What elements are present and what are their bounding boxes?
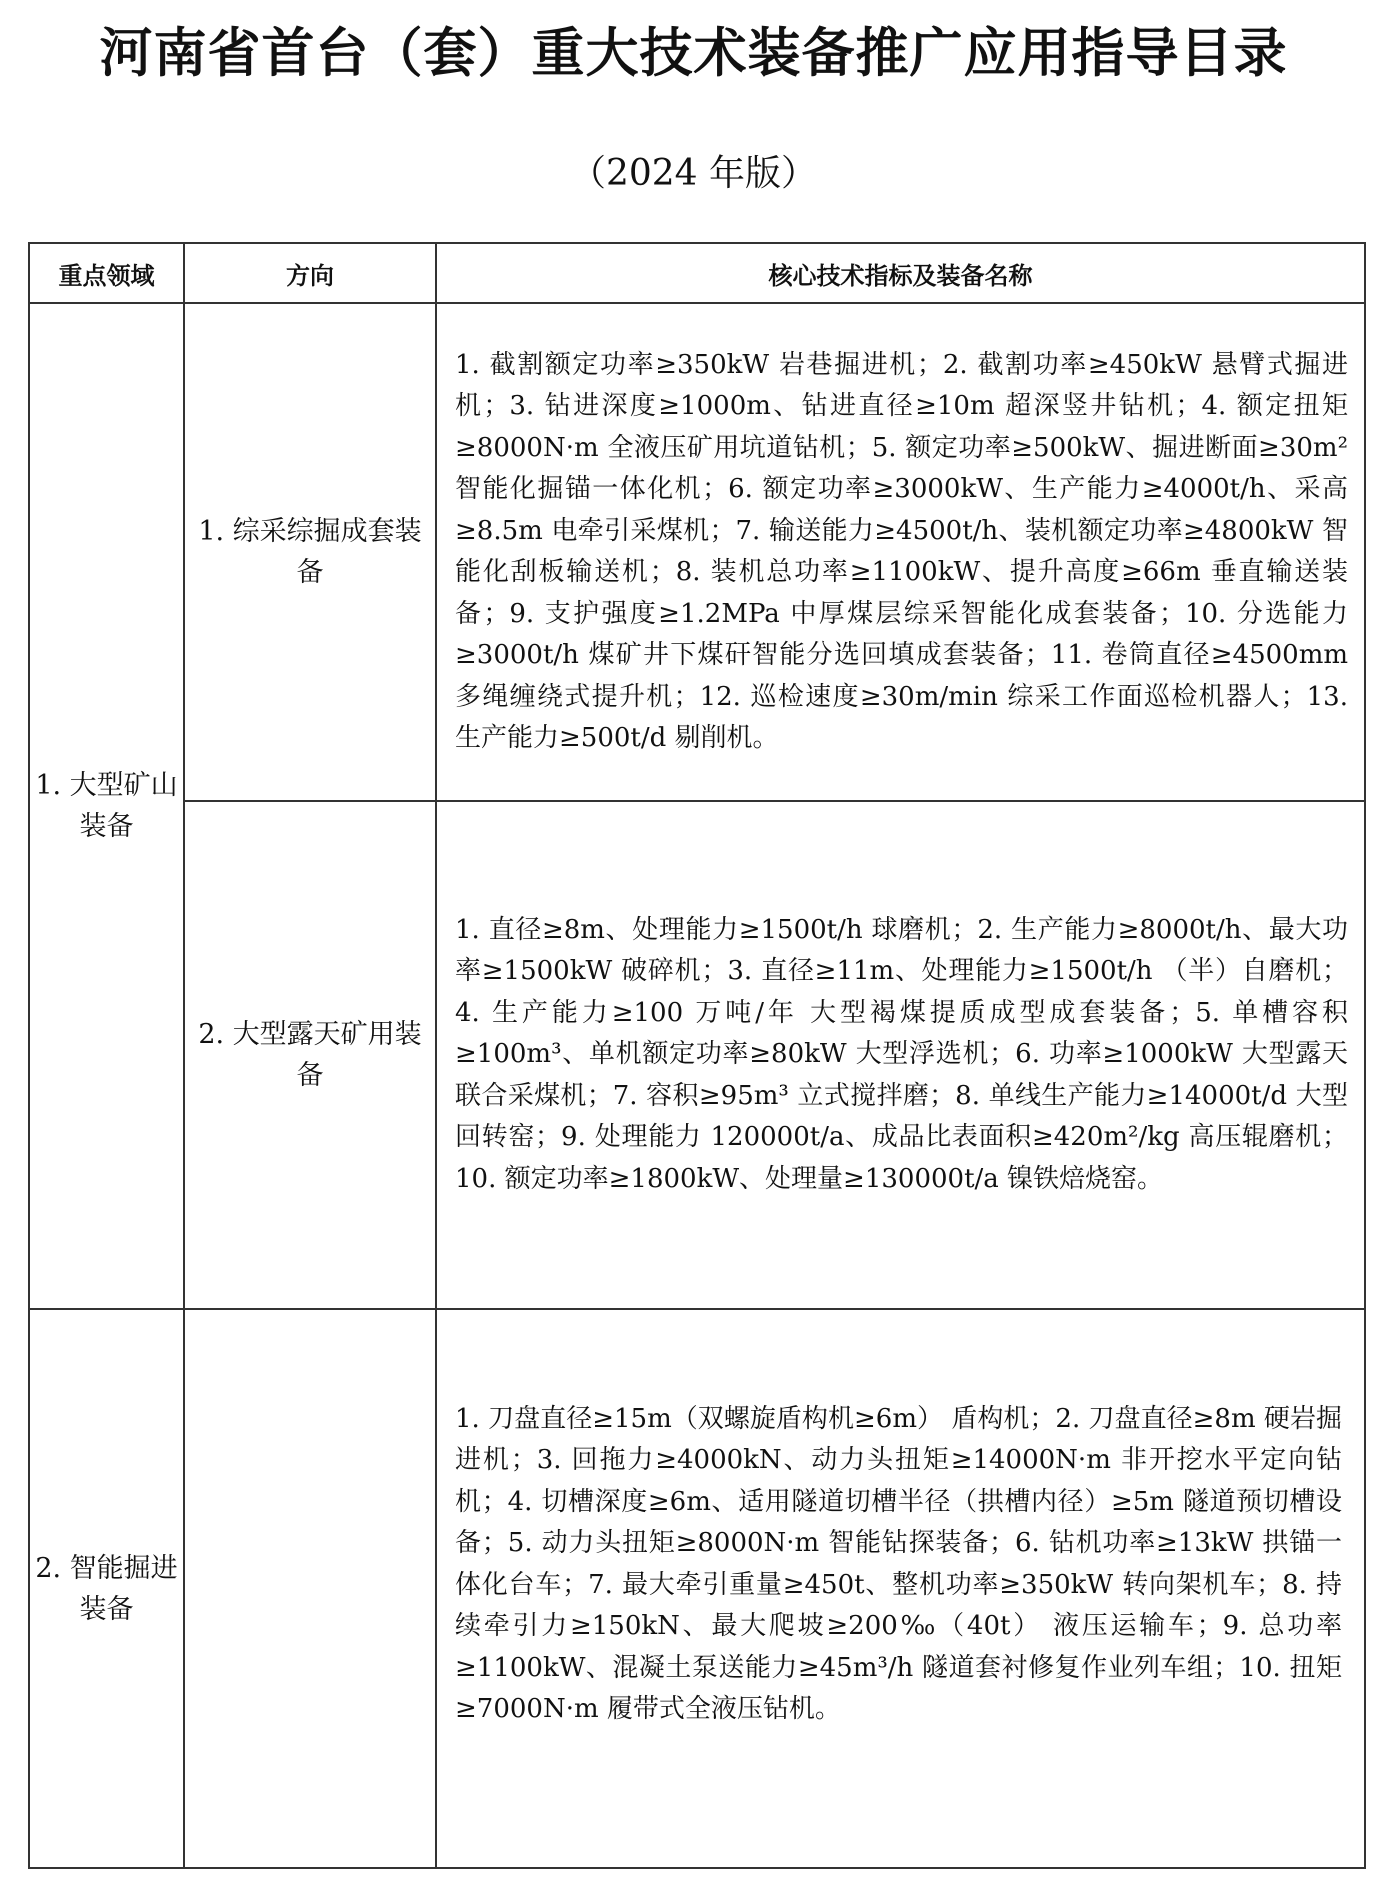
table-row (29, 1309, 1365, 1868)
direction-cell-fully-mechanized: 1. 综采综掘成套装备 (184, 303, 436, 801)
header-spec: 核心技术指标及装备名称 (436, 243, 1365, 303)
field-cell-mining: 1. 大型矿山装备 (29, 303, 184, 1309)
header-field: 重点领域 (29, 243, 184, 303)
direction-cell-open-pit: 2. 大型露天矿用装备 (184, 801, 436, 1309)
edition-label: （2024 年版） (569, 153, 818, 194)
field-cell-tunneling: 2. 智能掘进装备 (29, 1309, 184, 1868)
spec-cell-tunneling: 1. 刀盘直径≥15m（双螺旋盾构机≥6m） 盾构机；2. 刀盘直径≥8m 硬岩掘进机；3. 回拖力≥4000kN、动力头扭矩≥14000N·m 非开挖水平定向钻机；4. 切槽深度≥6m、适用隧道切槽半径（拱槽内径）≥5m 隧道预切槽设备；5. 动力头扭矩≥8000N·m 智能钻探装备；6. 钻机功率≥13kW 拱锚一体化台车；7. 最大牵引重量≥450t、整机功率≥350kW 转向架机车；8. 持续牵引力≥150kN、最大爬坡≥200‰（40t） 液压运输车；9. 总功率≥1100kW、混凝土泵送能力≥45m³/h 隧道套衬修复作业列车组；10. 扭矩≥7000N·m 履带式全液压钻机。 (436, 1309, 1365, 1868)
table-row (29, 801, 1365, 1309)
direction-cell-tunneling (184, 1309, 436, 1868)
spec-cell-open-pit: 1. 直径≥8m、处理能力≥1500t/h 球磨机；2. 生产能力≥8000t/h、最大功率≥1500kW 破碎机；3. 直径≥11m、处理能力≥1500t/h （半）自磨机；4. 生产能力≥100 万吨/年 大型褐煤提质成型成套装备；5. 单槽容积≥100m³、单机额定功率≥80kW 大型浮选机；6. 功率≥1000kW 大型露天联合采煤机；7. 容积≥95m³ 立式搅拌磨；8. 单线生产能力≥14000t/d 大型回转窑；9. 处理能力 120000t/a、成品比表面积≥420m²/kg 高压辊磨机；10. 额定功率≥1800kW、处理量≥130000t/a 镍铁焙烧窑。 (436, 801, 1365, 1309)
document-title: 河南省首台（套）重大技术装备推广应用指导目录 (99, 23, 1288, 84)
header-direction: 方向 (184, 243, 436, 303)
table-header-row (29, 243, 1365, 303)
table-row (29, 303, 1365, 801)
equipment-catalog-table (28, 242, 1366, 1869)
spec-cell-fully-mechanized: 1. 截割额定功率≥350kW 岩巷掘进机；2. 截割功率≥450kW 悬臂式掘进机；3. 钻进深度≥1000m、钻进直径≥10m 超深竖井钻机；4. 额定扭矩≥8000N·m 全液压矿用坑道钻机；5. 额定功率≥500kW、掘进断面≥30m² 智能化掘锚一体化机；6. 额定功率≥3000kW、生产能力≥4000t/h、采高≥8.5m 电牵引采煤机；7. 输送能力≥4500t/h、装机额定功率≥4800kW 智能化刮板输送机；8. 装机总功率≥1100kW、提升高度≥66m 垂直输送装备；9. 支护强度≥1.2MPa 中厚煤层综采智能化成套装备；10. 分选能力≥3000t/h 煤矿井下煤矸智能分选回填成套装备；11. 卷筒直径≥4500mm 多绳缠绕式提升机；12. 巡检速度≥30m/min 综采工作面巡检机器人；13. 生产能力≥500t/d 剔削机。 (436, 303, 1365, 801)
